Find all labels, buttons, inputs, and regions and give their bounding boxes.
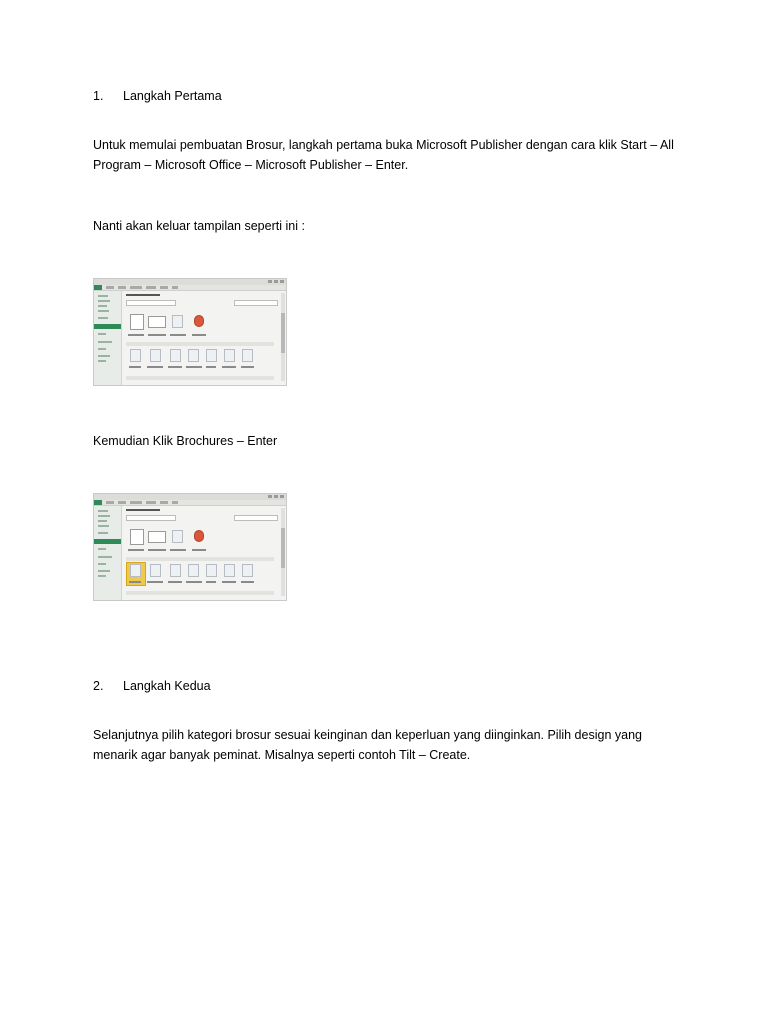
section-number: 1. <box>93 89 104 103</box>
section-1-heading <box>93 86 222 106</box>
section-title: Langkah Kedua <box>123 679 211 693</box>
publisher-screenshot-1 <box>93 278 287 386</box>
paragraph-display-note: Nanti akan keluar tampilan seperti ini : <box>93 219 305 233</box>
section-title: Langkah Pertama <box>123 89 222 103</box>
paragraph-choose-design: Selanjutnya pilih kategori brosur sesuai keinginan dan keperluan yang diinginkan. Pilih design yang menarik agar banyak peminat. Misalnya seperti contoh Tilt – Create. <box>93 728 642 762</box>
section-2-heading <box>93 676 211 696</box>
paragraph-click-brochures: Kemudian Klik Brochures – Enter <box>93 434 278 448</box>
publisher-screenshot-2 <box>93 493 287 601</box>
paragraph-intro: Untuk memulai pembuatan Brosur, langkah pertama buka Microsoft Publisher dengan cara klik Start – All Program – Microsoft Office – Microsoft Publisher – Enter. <box>93 138 674 172</box>
section-number: 2. <box>93 679 104 693</box>
